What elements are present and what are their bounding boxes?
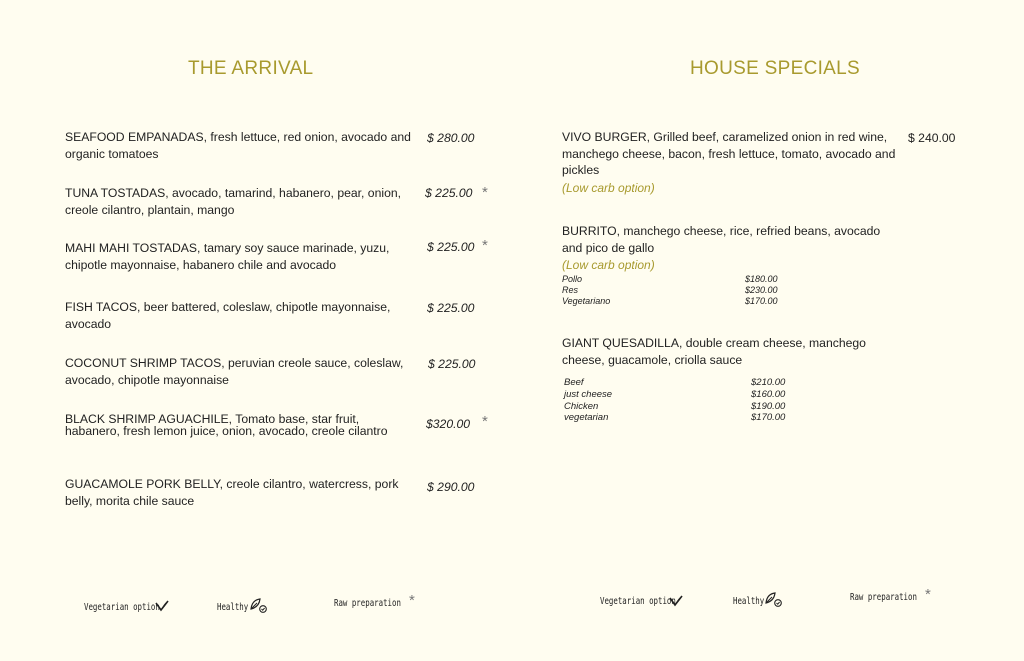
option-row: [562, 296, 802, 307]
menu-item-text: BURRITO, manchego cheese, rice, refried beans, avocado and pico de gallo: [562, 224, 881, 255]
raw-preparation-star-icon: *: [482, 413, 488, 430]
option-name: Beef: [564, 377, 584, 388]
burrito-options: [562, 274, 802, 306]
left-section-title: THE ARRIVAL: [188, 58, 314, 79]
option-row: [564, 377, 804, 389]
raw-preparation-star-icon: *: [482, 184, 488, 201]
menu-item-price: $ 290.00: [427, 480, 475, 494]
menu-item-text: VIVO BURGER, Grilled beef, caramelized onion in red wine, manchego cheese, bacon, fresh lettuce, tomato, avocado and pickles: [562, 130, 896, 177]
legend-vegetarian-label: Vegetarian option: [84, 602, 160, 613]
option-row: [562, 274, 802, 285]
option-price: $180.00: [745, 274, 778, 284]
option-row: [564, 401, 804, 413]
healthy-leaf-check-icon: [764, 591, 784, 614]
quesadilla-item: [562, 335, 902, 368]
raw-preparation-star-icon: *: [482, 237, 488, 254]
raw-preparation-star-icon: *: [409, 592, 415, 609]
menu-item-price: $ 225.00: [427, 301, 475, 315]
option-price: $170.00: [751, 412, 786, 424]
option-name: vegetarian: [564, 412, 609, 424]
option-price: $170.00: [745, 295, 778, 306]
legend-raw-label: Raw preparation: [850, 592, 917, 603]
menu-item-price: $ 225.00: [425, 186, 473, 200]
menu-item-price: $ 240.00: [908, 131, 956, 145]
menu-item-price: $320.00: [426, 417, 471, 431]
option-name: Res: [562, 284, 579, 295]
low-carb-note: (Low carb option): [562, 180, 655, 195]
menu-item-text: COCONUT SHRIMP TACOS, peruvian creole sauce, coleslaw, avocado, chipotle mayonnaise: [65, 356, 404, 387]
legend-healthy-label: Healthy: [733, 596, 765, 607]
menu-item-text: GUACAMOLE PORK BELLY, creole cilantro, watercress, pork belly, morita chile sauce: [65, 477, 399, 508]
healthy-leaf-check-icon: [249, 597, 269, 620]
menu-item-text: GIANT QUESADILLA, double cream cheese, manchego cheese, guacamole, criolla sauce: [562, 336, 866, 367]
legend-vegetarian-label: Vegetarian option: [600, 596, 676, 607]
option-price: $160.00: [751, 388, 786, 400]
vegetarian-leaf-icon: [155, 599, 169, 617]
option-row: [562, 285, 802, 296]
menu-item-text: FISH TACOS, beer battered, coleslaw, chipotle mayonnaise, avocado: [65, 300, 391, 331]
quesadilla-options: [564, 377, 804, 424]
low-carb-note: (Low carb option): [562, 258, 655, 272]
menu-item-price: $ 225.00: [428, 357, 476, 371]
legend-healthy-label: Healthy: [217, 602, 249, 613]
menu-item-text: TUNA TOSTADAS, avocado, tamarind, habanero, pear, onion, creole cilantro, plantain, mango: [65, 186, 402, 217]
option-price: $230.00: [745, 284, 778, 295]
legend-raw-label: Raw preparation: [334, 598, 401, 609]
menu-item-text: SEAFOOD EMPANADAS, fresh lettuce, red onion, avocado and organic tomatoes: [65, 130, 411, 161]
option-name: Chicken: [564, 400, 599, 412]
menu-item-price: $ 280.00: [427, 131, 475, 145]
menu-item-text: MAHI MAHI TOSTADAS, tamary soy sauce marinade, yuzu, chipotle mayonnaise, habanero chile and avocado: [65, 241, 390, 272]
option-price: $190.00: [751, 400, 786, 412]
menu-item-text: BLACK SHRIMP AGUACHILE, Tomato base, star fruit, habanero, fresh lemon juice, onion, avocado, creole cilantro: [65, 412, 388, 438]
menu-item-price: $ 225.00: [427, 240, 475, 254]
burrito-item: [562, 223, 897, 274]
right-section-title: HOUSE SPECIALS: [690, 58, 860, 79]
option-name: Vegetariano: [562, 295, 611, 306]
option-row: [564, 412, 804, 424]
vivo-burger-item: [562, 129, 897, 196]
option-price: $210.00: [751, 377, 786, 388]
option-name: just cheese: [564, 388, 613, 400]
raw-preparation-star-icon: *: [925, 586, 931, 603]
option-name: Pollo: [562, 274, 583, 284]
vegetarian-leaf-icon: [669, 594, 683, 612]
option-row: [564, 389, 804, 401]
